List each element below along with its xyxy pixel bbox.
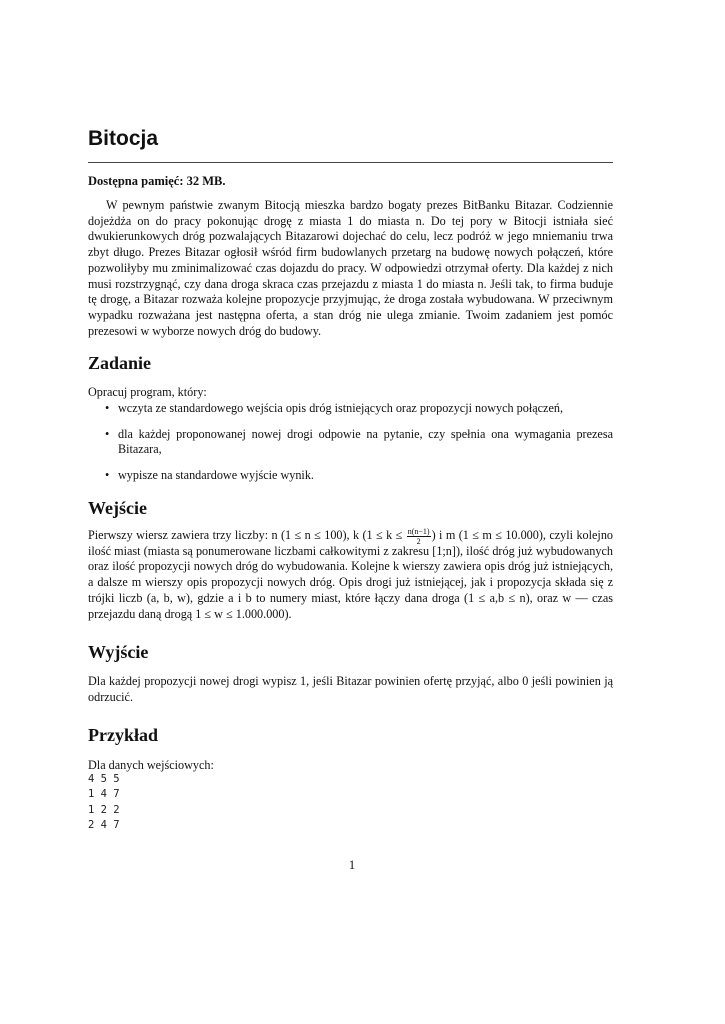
output-description: Dla każdej propozycji nowej drogi wypisz 1, jeśli Bitazar powinien ofertę przyjąć, albo 0 jeśli powinien ją odrzucić.: [88, 674, 613, 704]
section-heading-zadanie: Zadanie: [88, 353, 152, 373]
title-divider: [88, 162, 613, 163]
section-heading-wyjscie: Wyjście: [88, 642, 149, 662]
list-item: [88, 427, 613, 458]
page-number: 1: [348, 858, 356, 872]
list-item-text: wypisze na standardowe wyjście wynik.: [118, 468, 314, 483]
example-lead: Dla danych wejściowych:: [88, 758, 214, 772]
example-line: 1 2 2: [88, 803, 120, 816]
input-description: [88, 528, 613, 622]
section-heading-wejscie: Wejście: [88, 498, 147, 518]
task-lead: Opracuj program, który:: [88, 385, 207, 399]
example-line: 2 4 7: [88, 818, 120, 831]
page-title: Bitocja: [88, 127, 159, 150]
list-item: [88, 468, 613, 484]
list-item: [88, 401, 613, 417]
intro-paragraph: W pewnym państwie zwanym Bitocją mieszka bardzo bogaty prezes BitBanku Bitazar. Codziennie dojeżdża on do pracy pokonując drogę z miasta 1 do miasta n. Do tej pory w Bitocji istniała sieć dwukierunkowych dróg pozwalających Bitazarowi dojechać do celu, lecz podróż w jego mniemaniu trwa zbyt długo. Prezes Bitazar ogłosił wśród firm budowlanych przetarg na budowę nowych połączeń, które pozwoliłyby mu zminimalizować czas dojazdu do pracy. W odpowiedzi otrzymał oferty. Dla każdej z nich musi rozstrzygnąć, czy dana droga skraca czas przejazdu z miasta 1 do miasta n. Jeśli tak, to firma buduje tę drogę, a Bitazar rozważa kolejne propozycje przyjmując, że droga została wybudowana. W przeciwnym wypadku rozważana jest następna oferta, a stan dróg nie ulega zmianie. Twoim zadaniem jest pomóc prezesowi w wyborze nowych dróg do budowy.: [88, 198, 613, 338]
memory-limit: Dostępna pamięć: 32 MB.: [88, 174, 226, 188]
section-heading-przyklad: Przykład: [88, 725, 158, 745]
task-list: [88, 401, 613, 494]
bullet-icon: •: [105, 401, 110, 415]
bullet-icon: •: [105, 426, 110, 441]
fraction-denominator: 2: [416, 536, 421, 546]
input-description-part1: Pierwszy wiersz zawiera trzy liczby: n (1 ≤ n ≤ 100), k (1 ≤ k ≤: [88, 528, 406, 542]
example-line: 4 5 5: [88, 773, 120, 785]
input-description-part2: ) i m (1 ≤ m ≤ 10.000), czyli kolejno ilość miast (miasta są ponumerowane liczbami całkowitymi z zakresu [1;n]), ilość dróg już wybudowanych oraz ilość propozycji nowych dróg do wybudowania. Kolejne k wierszy zawiera opis dróg już istniejących, a dalsze m wierszy opis propozycji nowych dróg. Opis drogi już istniejącej, jak i propozycja składa się z trójki liczb (a, b, w), gdzie a i b to numery miast, które łączy dana droga (1 ≤ a,b ≤ n), oraz w — czas przejazdu daną drogą 1 ≤ w ≤ 1.000.000).: [88, 528, 614, 621]
bullet-icon: •: [105, 468, 110, 483]
example-line: 1 4 7: [88, 788, 120, 801]
fraction-numerator: n(n−1): [407, 526, 430, 536]
list-item-text: dla każdej proponowanej nowej drogi odpowie na pytanie, czy spełnia ona wymagania prezesa Bitazara,: [118, 426, 613, 457]
example-input: [88, 772, 120, 833]
list-item-text: wczyta ze standardowego wejścia opis dróg istniejących oraz propozycji nowych połączeń,: [118, 401, 564, 415]
